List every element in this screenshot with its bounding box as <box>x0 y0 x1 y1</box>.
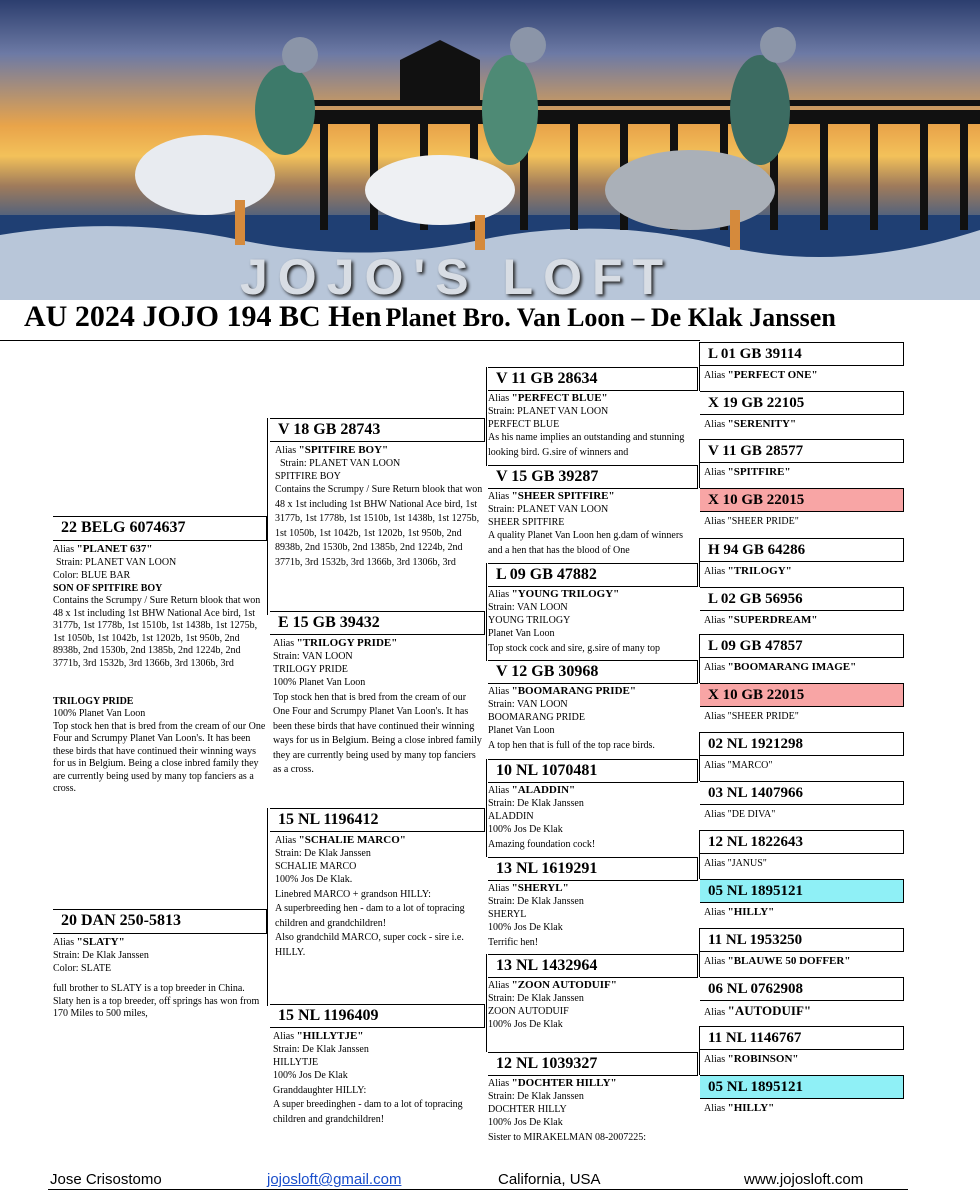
gen2-card-2 <box>270 611 485 778</box>
sire-notes2: 100% Planet Van Loon Top stock hen that is bred from the cream of our One Four and Scrumpy Planet Van Loon's. It has been these birds that have continued their winning ways for us in Belgium. Being a close inbred family they are currently being used by many top fanciers as a cross. <box>53 708 266 794</box>
gen3-ring-3: L 09 GB 47882 <box>488 563 698 587</box>
gen3-name-6: SHERYL <box>488 909 527 920</box>
gen4-card-8 <box>700 683 904 723</box>
gen2-notes-2: 100% Planet Van Loon Top stock hen that is bred from the cream of our One Four and Scrumpy Planet Van Loon's. It has been these birds that have continued their winning ways for us in Belgium. Being a close inbred family they are currently being used by many top fanciers as a cross. <box>273 677 482 775</box>
banner-logo-text: JOJO'S LOFT <box>240 249 674 300</box>
gen2-strain-1: Strain: PLANET VAN LOON <box>280 458 401 469</box>
pedigree-title-main: AU 2024 JOJO 194 BC Hen <box>24 300 382 333</box>
gen3-strain-3: Strain: VAN LOON <box>488 602 568 613</box>
gen4-alias-15: Alias "ROBINSON" <box>704 1053 799 1065</box>
pigeon-left-icon <box>135 37 318 245</box>
gen2-card-1 <box>270 418 485 583</box>
gen4-card-2 <box>700 391 904 431</box>
gen3-ring-7: 13 NL 1432964 <box>488 954 698 978</box>
gen2-card-4 <box>270 1004 485 1127</box>
sire-headline: SON OF SPITFIRE BOY <box>53 583 163 594</box>
gen3-name-1: PERFECT BLUE <box>488 419 560 430</box>
gen2-alias-3: Alias "SCHALIE MARCO" <box>275 834 406 846</box>
connector-g2-2 <box>486 563 487 661</box>
gen4-card-15 <box>700 1026 904 1066</box>
gen2-ring-1: V 18 GB 28743 <box>270 418 485 442</box>
sire-ring: 22 BELG 6074637 <box>53 516 267 541</box>
gen4-ring-14: 06 NL 0762908 <box>700 977 904 1001</box>
gen4-card-10 <box>700 781 904 821</box>
gen3-card-2 <box>488 465 698 558</box>
gen2-strain-4: Strain: De Klak Janssen <box>273 1044 369 1055</box>
gen4-alias-16: Alias "HILLY" <box>704 1102 775 1114</box>
title-underline <box>0 340 700 341</box>
gen3-notes-1: As his name implies an outstanding and stunning looking bird. G.sire of winners and <box>488 432 685 458</box>
gen2-name-4: HILLYTJE <box>273 1057 319 1068</box>
pedigree-title-sub: Planet Bro. Van Loon – De Klak Janssen <box>385 303 836 332</box>
gen4-ring-9: 02 NL 1921298 <box>700 732 904 756</box>
gen3-name-2: SHEER SPITFIRE <box>488 517 565 528</box>
gen3-strain-7: Strain: De Klak Janssen <box>488 993 584 1004</box>
gen4-alias-10: Alias "DE DIVA" <box>704 809 776 820</box>
gen3-notes-6: 100% Jos De Klak Terrific hen! <box>488 922 563 948</box>
gen4-alias-14: Alias "AUTODUIF" <box>704 1003 812 1018</box>
gen2-name-1: SPITFIRE BOY <box>275 471 341 482</box>
dam-notes: full brother to SLATY is a top breeder in China. Slaty hen is a top breeder, off springs has won from 170 Miles to 500 miles, <box>53 983 260 1019</box>
gen4-alias-12: Alias "HILLY" <box>704 906 775 918</box>
connector-g2-4 <box>486 954 487 1052</box>
gen4-alias-1: Alias "PERFECT ONE" <box>704 369 818 381</box>
gen3-strain-5: Strain: De Klak Janssen <box>488 798 584 809</box>
gen4-alias-3: Alias "SPITFIRE" <box>704 466 791 478</box>
connector-g2-1 <box>486 367 487 466</box>
gen4-alias-9: Alias "MARCO" <box>704 760 773 771</box>
gen3-notes-3: Planet Van Loon Top stock cock and sire, g.sire of many top <box>488 628 661 654</box>
gen2-name-2: TRILOGY PRIDE <box>273 664 348 675</box>
gen3-name-4: BOOMARANG PRIDE <box>488 712 585 723</box>
gen2-alias-4: Alias "HILLYTJE" <box>273 1030 364 1042</box>
gen3-name-5: ALADDIN <box>488 811 534 822</box>
dam-ring: 20 DAN 250-5813 <box>53 909 267 934</box>
gen3-name-8: DOCHTER HILLY <box>488 1104 567 1115</box>
gen3-ring-2: V 15 GB 39287 <box>488 465 698 489</box>
gen3-ring-1: V 11 GB 28634 <box>488 367 698 391</box>
footer-location: California, USA <box>498 1171 601 1188</box>
footer-name: Jose Crisostomo <box>50 1171 162 1188</box>
gen3-name-7: ZOON AUTODUIF <box>488 1006 569 1017</box>
gen4-ring-7: L 09 GB 47857 <box>700 634 904 658</box>
gen3-card-1 <box>488 367 698 460</box>
sire-notes: Contains the Scrumpy / Sure Return blook that won 48 x 1st including 1st BHW National Ace bird, 1st 3177b, 1st 1778b, 1st 1510b, 1st 1438b, 1st 1275b, 1st 1050b, 1st 1042b, 1st 1202b, 1st 950b, 2nd 8938b, 2nd 1530b, 2nd 1385b, 2nd 1224b, 2nd 3771b, 3rd 1532b, 3rd 1366b, 3rd 1306b, 3rd <box>53 595 261 669</box>
gen4-card-11 <box>700 830 904 870</box>
connector-dam <box>267 808 268 1006</box>
gen4-card-1 <box>700 342 904 382</box>
sire-color: Color: BLUE BAR <box>53 570 131 581</box>
gen4-alias-6: Alias "SUPERDREAM" <box>704 614 818 626</box>
gen3-alias-2: Alias "SHEER SPITFIRE" <box>488 490 615 502</box>
gen3-alias-6: Alias "SHERYL" <box>488 882 569 894</box>
gen4-card-14 <box>700 977 904 1019</box>
gen4-card-6 <box>700 587 904 627</box>
gen3-strain-2: Strain: PLANET VAN LOON <box>488 504 609 515</box>
gen4-alias-8: Alias "SHEER PRIDE" <box>704 711 799 722</box>
gen4-card-13 <box>700 928 904 968</box>
sire-alias: Alias "PLANET 637" <box>53 543 153 555</box>
footer-rule <box>48 1189 908 1190</box>
connector-g2-3 <box>486 759 487 857</box>
dam-card <box>53 909 267 1021</box>
gen2-card-3 <box>270 808 485 960</box>
gen2-ring-2: E 15 GB 39432 <box>270 611 485 635</box>
gen4-alias-13: Alias "BLAUWE 50 DOFFER" <box>704 955 851 967</box>
gen4-ring-15: 11 NL 1146767 <box>700 1026 904 1050</box>
gen3-alias-8: Alias "DOCHTER HILLY" <box>488 1077 617 1089</box>
gen4-ring-2: X 19 GB 22105 <box>700 391 904 415</box>
dam-alias: Alias "SLATY" <box>53 936 125 948</box>
gen4-card-4 <box>700 488 904 528</box>
gen4-ring-16: 05 NL 1895121 <box>700 1075 904 1099</box>
gen4-ring-13: 11 NL 1953250 <box>700 928 904 952</box>
gen4-ring-10: 03 NL 1407966 <box>700 781 904 805</box>
gen2-name-3: SCHALIE MARCO <box>275 861 357 872</box>
gen4-alias-11: Alias "JANUS" <box>704 858 767 869</box>
gen3-card-3 <box>488 563 698 656</box>
gen4-ring-11: 12 NL 1822643 <box>700 830 904 854</box>
gen4-alias-2: Alias "SERENITY" <box>704 418 797 430</box>
gen3-ring-6: 13 NL 1619291 <box>488 857 698 881</box>
gen3-ring-5: 10 NL 1070481 <box>488 759 698 783</box>
gen2-strain-2: Strain: VAN LOON <box>273 651 353 662</box>
gen3-notes-5: 100% Jos De Klak Amazing foundation cock! <box>488 824 596 850</box>
gen4-ring-12: 05 NL 1895121 <box>700 879 904 903</box>
gen4-ring-8: X 10 GB 22015 <box>700 683 904 707</box>
gen3-ring-4: V 12 GB 30968 <box>488 660 698 684</box>
gen3-notes-2: A quality Planet Van Loon hen g.dam of winners and a hen that has the blood of One <box>488 530 684 556</box>
gen2-notes-1: Contains the Scrumpy / Sure Return blook that won 48 x 1st including 1st BHW National Ace bird, 1st 3177b, 1st 1778b, 1st 1510b, 1st 1438b, 1st 1275b, 1st 1050b, 1st 1042b, 1st 1202b, 1st 950b, 2nd 8938b, 2nd 1530b, 2nd 1385b, 2nd 1224b, 2nd 3771b, 3rd 1532b, 3rd 1366b, 3rd 1306b, 3rd <box>275 484 483 568</box>
gen4-alias-7: Alias "BOOMARANG IMAGE" <box>704 661 857 673</box>
gen4-card-16 <box>700 1075 904 1115</box>
sire-notes2-title: TRILOGY PRIDE <box>53 696 134 707</box>
gen3-ring-8: 12 NL 1039327 <box>488 1052 698 1076</box>
gen3-strain-8: Strain: De Klak Janssen <box>488 1091 584 1102</box>
gen3-card-6 <box>488 857 698 950</box>
gen3-alias-7: Alias "ZOON AUTODUIF" <box>488 979 617 991</box>
gen4-card-3 <box>700 439 904 479</box>
gen4-ring-3: V 11 GB 28577 <box>700 439 904 463</box>
gen4-ring-6: L 02 GB 56956 <box>700 587 904 611</box>
gen4-alias-4: Alias "SHEER PRIDE" <box>704 516 799 527</box>
gen3-card-4 <box>488 660 698 753</box>
gen3-alias-3: Alias "YOUNG TRILOGY" <box>488 588 620 600</box>
gen4-ring-1: L 01 GB 39114 <box>700 342 904 366</box>
dam-color: Color: SLATE <box>53 963 112 974</box>
gen3-alias-5: Alias "ALADDIN" <box>488 784 576 796</box>
gen4-card-7 <box>700 634 904 674</box>
gen2-strain-3: Strain: De Klak Janssen <box>275 848 371 859</box>
gen3-strain-1: Strain: PLANET VAN LOON <box>488 406 609 417</box>
gen2-notes-3: 100% Jos De Klak. Linebred MARCO + grandson HILLY: A superbreeding hen - dam to a lot of topracing children and grandchildren! Also grandchild MARCO, super cock - sire i.e. HILLY. <box>275 874 465 958</box>
gen3-card-7 <box>488 954 698 1047</box>
pedigree-title <box>24 300 964 334</box>
sire-card <box>53 516 267 796</box>
gen3-alias-4: Alias "BOOMARANG PRIDE" <box>488 685 636 697</box>
gen3-name-3: YOUNG TRILOGY <box>488 615 571 626</box>
gen4-alias-5: Alias "TRILOGY" <box>704 565 792 577</box>
dam-strain: Strain: De Klak Janssen <box>53 950 149 961</box>
footer-website-link[interactable]: www.jojosloft.com <box>744 1171 864 1188</box>
gen3-card-5 <box>488 759 698 852</box>
gen2-alias-2: Alias "TRILOGY PRIDE" <box>273 637 398 649</box>
sire-strain: Strain: PLANET VAN LOON <box>56 557 177 568</box>
gen2-ring-4: 15 NL 1196409 <box>270 1004 485 1028</box>
gen4-card-12 <box>700 879 904 919</box>
gen2-alias-1: Alias "SPITFIRE BOY" <box>275 444 389 456</box>
gen3-alias-1: Alias "PERFECT BLUE" <box>488 392 608 404</box>
gen4-card-9 <box>700 732 904 772</box>
gen2-ring-3: 15 NL 1196412 <box>270 808 485 832</box>
gen3-notes-4: Planet Van Loon A top hen that is full of the top race birds. <box>488 725 655 751</box>
footer-email-link[interactable]: jojosloft@gmail.com <box>267 1171 402 1188</box>
gen3-card-8 <box>488 1052 698 1145</box>
gen3-strain-6: Strain: De Klak Janssen <box>488 896 584 907</box>
gen3-notes-8: 100% Jos De Klak Sister to MIRAKELMAN 08-2007225: <box>488 1117 647 1143</box>
gen3-notes-7: 100% Jos De Klak <box>488 1019 563 1030</box>
gen4-ring-5: H 94 GB 64286 <box>700 538 904 562</box>
gen2-notes-4: 100% Jos De Klak Granddaughter HILLY: A super breedinghen - dam to a lot of topracing children and grandchildren! <box>273 1070 463 1125</box>
connector-sire <box>267 418 268 615</box>
gen4-card-5 <box>700 538 904 578</box>
gen4-ring-4: X 10 GB 22015 <box>700 488 904 512</box>
header-banner-image <box>0 0 980 300</box>
gen3-strain-4: Strain: VAN LOON <box>488 699 568 710</box>
